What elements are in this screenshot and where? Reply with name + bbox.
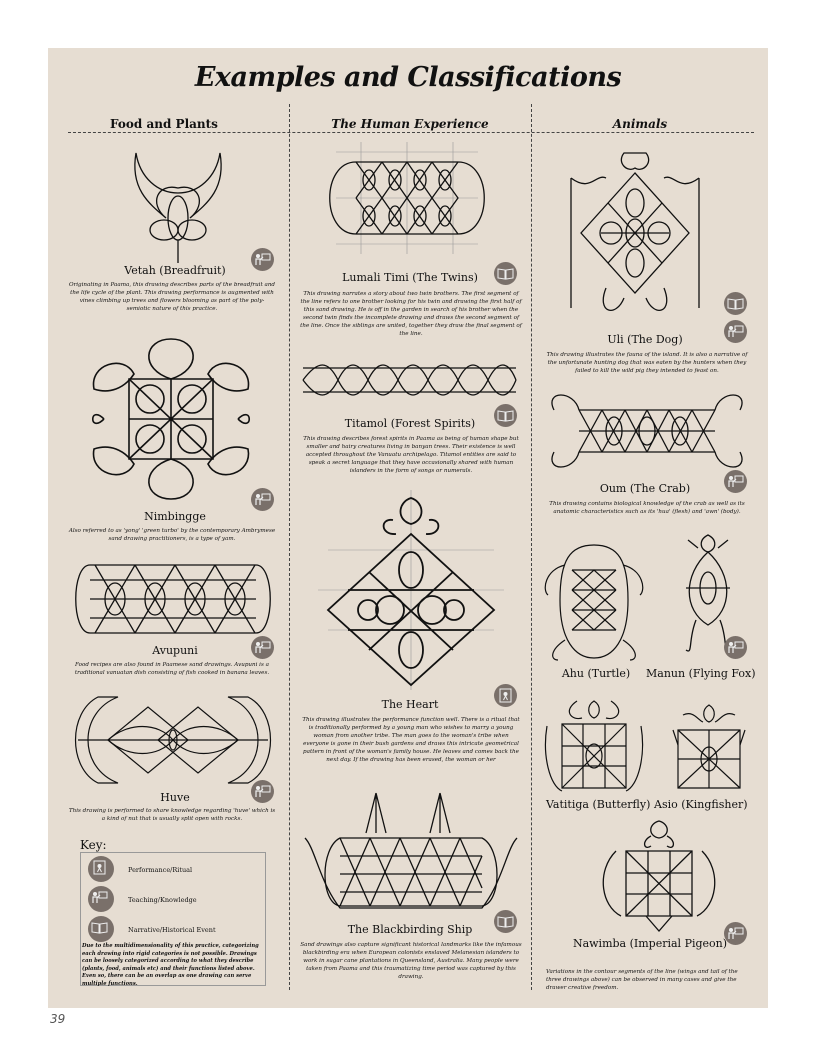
vetah-drawing	[128, 148, 228, 266]
titamol-label: Titamol (Forest Spirits)	[344, 417, 476, 430]
manun-label: Manun (Flying Fox)	[646, 667, 756, 680]
titamol-description: This drawing describes forest spirits in Paama as being of human shape but smaller and hairy creatures living in banyan trees. Their existence is well accepted throughout the Vanuatu archipelago. Titamol entities are said to speak a secret language that they have occasionally shared with human islanders in the form of songs or numerals.	[303, 436, 519, 474]
huve-drawing	[68, 692, 278, 788]
vatitiga-drawing	[542, 696, 646, 796]
narrative-icon	[88, 916, 114, 942]
titamol-drawing	[298, 358, 520, 402]
narrative-icon	[494, 404, 517, 427]
performance-icon	[88, 856, 114, 882]
lumali-timi-label: Lumali Timi (The Twins)	[342, 271, 478, 284]
teaching-icon	[251, 248, 274, 271]
nimbingge-description: Also referred to as 'yong' 'green turbo' by the contemporary Ambrymese sand drawing practitioners, is a type of yam.	[68, 528, 276, 542]
nimbingge-drawing	[84, 334, 258, 504]
teaching-icon	[724, 320, 747, 343]
vetah-description: Originating in Paama, this drawing describes parts of the breadfruit and the life cycle of the plant. This drawing performance is augmented with vines climbing up trees and flowers blooming as part of the poly-semiotic nature of this practice.	[68, 282, 276, 312]
narrative-icon	[494, 910, 517, 933]
heart-drawing	[318, 490, 504, 690]
key-narrative-label: Narrative/Historical Event	[128, 926, 216, 934]
key-performance-label: Performance/Ritual	[128, 866, 193, 874]
huve-description: This drawing is performed to share knowledge regarding 'huve' which is a kind of nut that is usually split open with rocks.	[68, 808, 276, 822]
heart-label: The Heart	[381, 698, 439, 711]
teaching-icon	[88, 886, 114, 912]
vatitiga-label: Vatitiga (Butterfly)	[546, 798, 651, 811]
avupuni-drawing	[70, 560, 276, 638]
narrative-icon	[494, 262, 517, 285]
asio-drawing	[668, 700, 750, 796]
oum-description: This drawing contains biological knowledge of the crab as well as its anatomic characteristics such as its 'hua' (flesh) and 'awn' (body).	[549, 501, 745, 515]
nawimba-drawing	[596, 816, 722, 934]
blackbirding-ship-drawing	[300, 788, 522, 918]
lumali-timi-description: This drawing narrates a story about two twin brothers. The first segment of the line refers to one brother looking for his twin and drawing the first half of this sand drawing. He is off in the garden in search of his brother when the second twin finds the incomplete drawing and draws the second segment of the line. Once the siblings are united, together they draw the final segment of the line.	[300, 291, 522, 337]
blackbirding-ship-description: Sand drawings also capture significant historical landmarks like the infamous blackbirding era when European colonists enslaved Melanesian islanders to work in sugar cane plantations in Queensland, Australia. Many people were taken from Paama and this traumatizing time period was captured by this drawing.	[300, 942, 522, 980]
ahu-label: Ahu (Turtle)	[561, 667, 631, 680]
column-divider-left	[289, 104, 290, 990]
teaching-icon	[251, 780, 274, 803]
column-heading-animals: Animals	[612, 117, 668, 131]
header-divider	[68, 132, 754, 133]
avupuni-label: Avupuni	[152, 644, 198, 657]
blackbirding-ship-label: The Blackbirding Ship	[347, 923, 473, 936]
teaching-icon	[724, 470, 747, 493]
nawimba-description: Variations in the contour segments of the line (wings and tail of the three drawings above) can be observed in many cases and give the drawer creative freedom.	[546, 969, 738, 991]
uli-description: This drawing illustrates the fauna of the island. It is also a narrative of the unfortunate hunting dog that was eaten by the hunters when they failed to kill the wild pig they intended to feast on.	[546, 352, 748, 374]
page-title: Examples and Classifications	[194, 62, 622, 93]
vetah-label: Vetah (Breadfruit)	[124, 264, 226, 277]
page-number: 39	[50, 1012, 66, 1026]
performance-icon	[494, 684, 517, 707]
narrative-icon	[724, 292, 747, 315]
teaching-icon	[251, 488, 274, 511]
oum-label: Oum (The Crab)	[599, 482, 691, 495]
huve-label: Huve	[160, 791, 190, 804]
column-heading-human: The Human Experience	[331, 117, 489, 131]
key-title: Key:	[80, 838, 107, 852]
lumali-timi-drawing	[316, 142, 498, 254]
teaching-icon	[724, 636, 747, 659]
column-heading-food: Food and Plants	[110, 117, 218, 131]
column-divider-right	[531, 104, 532, 990]
heart-description: This drawing illustrates the performance function well. There is a ritual that is traditionally performed by a young man who wishes to marry a young woman from another tribe. The man goes to the woman's tribe when everyone is gone in their bush gardens and draws this intricate geometrical pattern in front of the woman's family house. He leaves and comes back the next day. If the drawing has been erased, the woman or her	[302, 717, 520, 763]
oum-drawing	[544, 390, 750, 472]
avupuni-description: Food recipes are also found in Paamese sand drawings. Avupuni is a traditional vanuatan dish consisting of fish cooked in banana leaves.	[74, 662, 270, 676]
nawimba-label: Nawimba (Imperial Pigeon)	[572, 937, 728, 950]
uli-drawing	[566, 148, 704, 326]
nimbingge-label: Nimbingge	[144, 510, 206, 523]
asio-label: Asio (Kingfisher)	[654, 798, 748, 811]
uli-label: Uli (The Dog)	[607, 333, 683, 346]
key-teaching-label: Teaching/Knowledge	[128, 896, 197, 904]
ahu-drawing	[540, 540, 648, 664]
teaching-icon	[251, 636, 274, 659]
key-note: Due to the multidimensionality of this practice, categorizing each drawing into rigid categories is not possible. Drawings can be loosely categorized according to what they describe (plants, food, animals etc) and their functions listed above. Even so, there can be an overlap as one drawing can serve multiple functions.	[82, 943, 259, 987]
